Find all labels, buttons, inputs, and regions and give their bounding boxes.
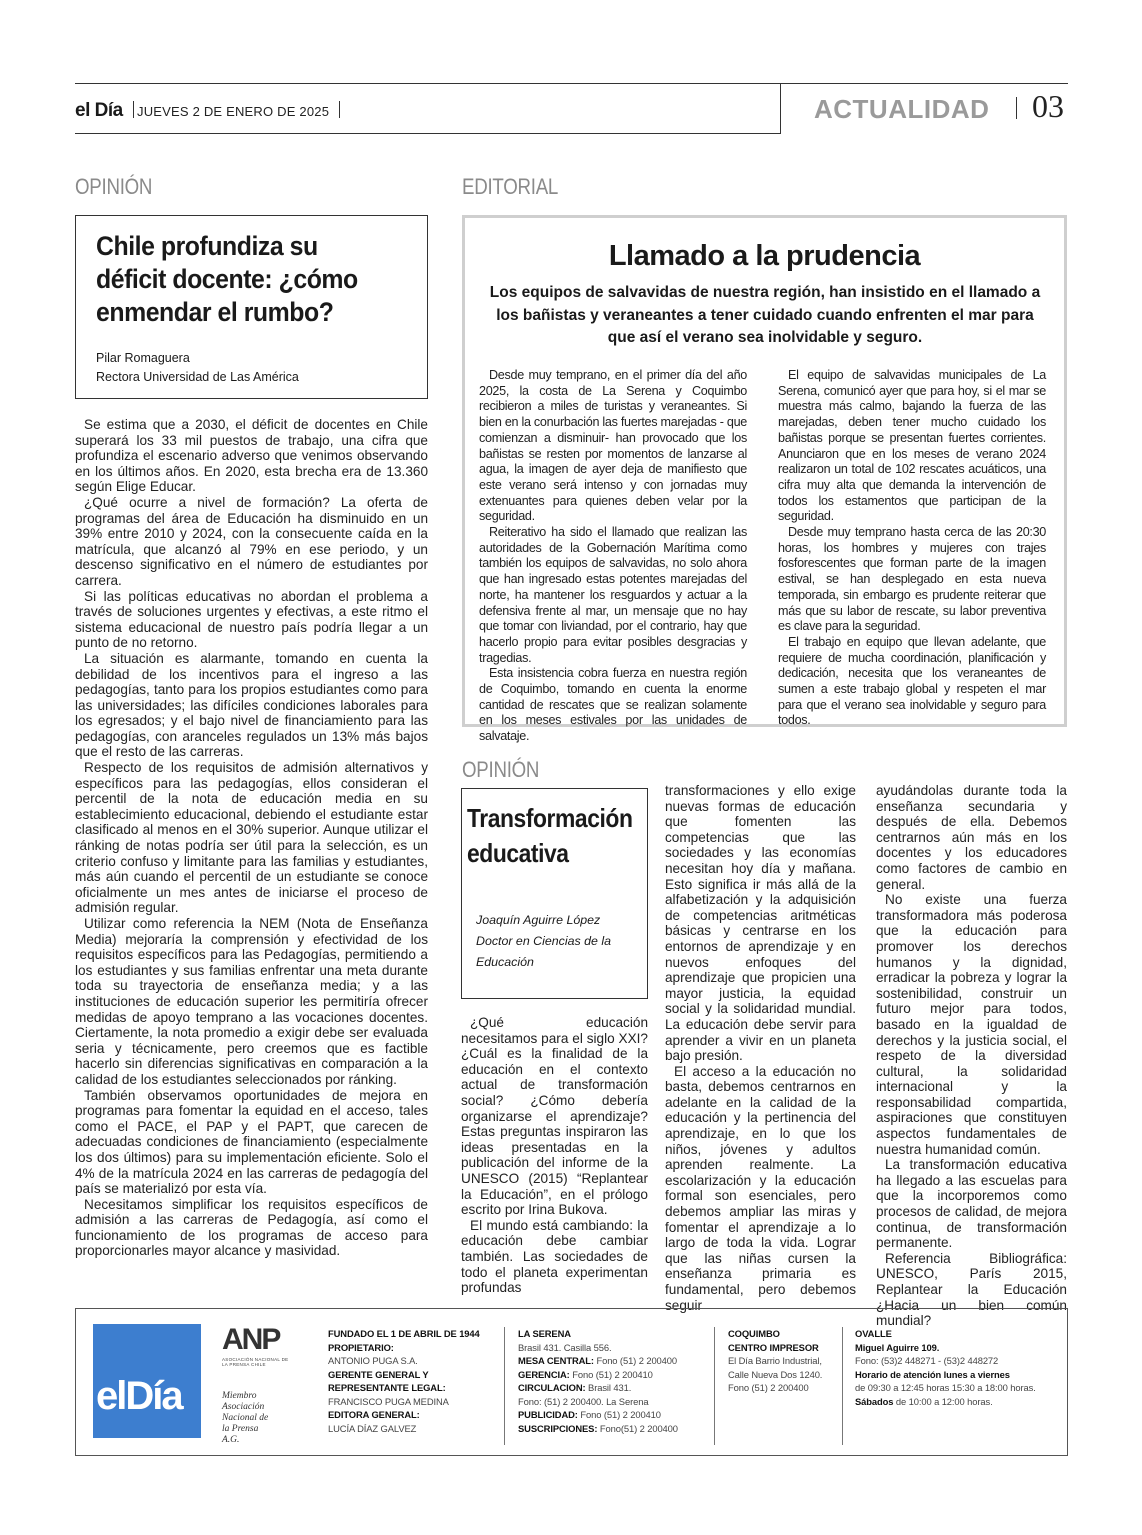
member-line: Asociación bbox=[222, 1402, 265, 1412]
opinion-headline-box bbox=[461, 788, 648, 999]
member-line: Miembro bbox=[222, 1391, 257, 1401]
contact-line: Brasil 431. Casilla 556. bbox=[518, 1341, 612, 1353]
editorial-box bbox=[462, 215, 1067, 744]
footer-divider bbox=[842, 1327, 843, 1445]
footer-la-serena: LA SERENA Brasil 431. Casilla 556. MESA CENTRAL: Fono (51) 2 200400 GERENCIA: Fono (51) 2 200410 CIRCULACION: Brasil 431. Fono: (51) 2 200400. La Serena PUBLICIDAD: Fono (51) 2 200410 SUSCRIPCIONES: Fono(51) 2 200400 bbox=[518, 1327, 708, 1435]
author-byline bbox=[476, 910, 611, 973]
title-line: Transformación bbox=[467, 803, 633, 833]
header-top-rule bbox=[75, 83, 1068, 84]
header-separator bbox=[780, 83, 781, 134]
paragraph: ¿Qué educación necesitamos para el siglo XXI? ¿Cuál es la finalidad de la educación en el contexto actual de transformación social? ¿Cómo debería organizarse el aprendizaje? Estas preguntas inspiraron las ideas presentadas en la publicación del informe de la UNESCO (2015) “Replantear la Educación”, en el prólogo escrito por Irina Bukova. bbox=[461, 1015, 648, 1218]
paragraph: El acceso a la educación no basta, debemos centrarnos en adelante en la calidad de la educación y la pertinencia del aprendizaje, en lo que los niños, jóvenes y adultos aprenden realmente. La escolarización y la educación formal son esenciales, pero debemos ampliar las miras y fomentar el aprendizaje a lo largo de toda la vida. Lograr que las niñas cursen la enseñanza primaria es fundamental, pero debemos seguir bbox=[665, 1063, 856, 1313]
article-title bbox=[467, 801, 633, 871]
newspaper-logo: elDía bbox=[93, 1324, 201, 1438]
opinion-label: OPINIÓN bbox=[462, 757, 540, 782]
member-line: A.G. bbox=[222, 1435, 240, 1445]
article-column bbox=[461, 1015, 648, 1296]
paragraph: El mundo está cambiando: la educación debe cambiar también. Las sociedades de todo el planeta experimentan profundas bbox=[461, 1217, 648, 1296]
paragraph: Respecto de los requisitos de admisión alternativos y específicos para las pedagogías, ellos consideran el percentil de la nota de educación media en su establecimiento educacional, debiendo el estudiante estar clasificado al menos en el 30% superior. Aunque utilizar el ránking de notas podría ser útil para la selección, es un criterio confuso y limitante para las familias y estudiantes, más aún cuando el percentil de un estudiante se conoce oficialmente un mes antes de iniciarse el proceso de admisión regular. bbox=[75, 760, 428, 916]
contact-line: MESA CENTRAL: Fono (51) 2 200400 bbox=[518, 1355, 678, 1366]
footer-coquimbo: COQUIMBO CENTRO IMPRESOR El Día Barrio Industrial, Calle Nueva Dos 1240. Fono (51) 2 200400 bbox=[728, 1327, 838, 1395]
footer-founding: FUNDADO EL 1 DE ABRIL DE 1944 PROPIETARIO: ANTONIO PUGA S.A. GERENTE GENERAL Y REPRESENTANTE LEGAL: FRANCISCO PUGA MEDINA EDITORA GENERAL: LUCÍA DÍAZ GALVEZ bbox=[328, 1328, 480, 1434]
title-line: educativa bbox=[467, 838, 569, 868]
article-title: Chile profundiza su déficit docente: ¿cómo enmendar el rumbo? bbox=[96, 231, 358, 327]
author-role: Rectora Universidad de Las América bbox=[96, 370, 299, 384]
masthead-footer bbox=[75, 1308, 1068, 1456]
header-bottom-rule bbox=[75, 133, 780, 134]
article-body bbox=[75, 417, 428, 1259]
paragraph: Se estima que a 2030, el déficit de docentes en Chile superará los 33 mil puestos de trabajo, una cifra que profundiza el escenario adverso que venimos observando en los últimos años. En 2020, esta brecha era de 13.360 según Elige Educar. bbox=[75, 417, 428, 495]
paragraph: Utilizar como referencia la NEM (Nota de Enseñanza Media) mejoraría la comprensión y efectividad de los requisitos específicos para las Pedagogías, permitiendo a los estudiantes y sus familias enfrentar una meta durante toda su trayectoria de enseñanza media; y a las instituciones de educación superior les permitiría ofrecer medidas de apoyo temprano a las vocaciones docentes. Ciertamente, la nota promedio a exigir debe ser evaluada seria y técnicamente, pero creemos que es factible hacerlo sin diferencias significativas en comparación a la calidad de los estudiantes seleccionados por ránking. bbox=[75, 916, 428, 1087]
author-byline bbox=[96, 349, 299, 387]
paragraph: transformaciones y ello exige nuevas formas de educación que fomenten las competencias que las sociedades y las economías necesitan hoy día y mañana. Esto significa ir más allá de la alfabetización y la adquisición de competencias aritméticas básicas y centrarse en los entornos de aprendizaje y en nuevos enfoques del aprendizaje que propicien una mayor justicia, la equidad social y la solidaridad mundial. La educación debe servir para aprender a vivir en un planeta bajo presión. bbox=[665, 783, 856, 1064]
editorial-column bbox=[479, 368, 747, 745]
paragraph: Reiterativo ha sido el llamado que realizan las autoridades de la Gobernación Marítima como también los equipos de salvavidas, no solo ahora que han ingresado estas potentes marejadas del norte, ha mantener los resguardos y actuar a la defensiva frente al mar, un mensaje que no hay que tomar con liviandad, por el contrario, hay que hacerlo propio para evitar posibles desgracias y tragedias. bbox=[479, 525, 747, 665]
paragraph: El equipo de salvavidas municipales de La Serena, comunicó ayer que para hoy, si el mar se muestra más calmo, bajando la fuerza de las marejadas, deben tener mucho cuidado los bañistas porque se presentan fuertes corrientes. Anunciaron que en los meses de verano 2024 realizaron un total de 102 rescates acuáticos, una cifra muy alta que demanda la intervención de todos los estamentos que participan de la seguridad. bbox=[778, 368, 1046, 524]
member-note bbox=[222, 1391, 292, 1446]
paragraph: La situación es alarmante, tomando en cuenta la debilidad de los incentivos para el ingreso a las pedagogías, tanto para los propios estudiantes como para las universidades; las difíciles condiciones laborales para los egresados; y el bajo nivel de financiamiento para las pedagogías, con aranceles regulados un 13% más bajos que el resto de las carreras. bbox=[75, 650, 428, 760]
anp-mark: ANP bbox=[222, 1323, 280, 1356]
page-number: 03 bbox=[1032, 88, 1064, 124]
editorial-column bbox=[778, 368, 1046, 729]
anp-name: ASOCIACIÓN NACIONAL DE LA PRENSA CHILE bbox=[222, 1357, 289, 1367]
paragraph: ¿Qué ocurre a nivel de formación? La oferta de programas del área de Educación ha disminuido en un 39% entre 2010 y 2024, con la consecuente caída en la matrícula, que alcanzó al 79% en ese periodo, y un descenso significativo en el número de estudiantes por carrera. bbox=[75, 494, 428, 588]
author-role: Educación bbox=[476, 955, 534, 969]
contact-line: PUBLICIDAD: Fono (51) 2 200410 bbox=[518, 1409, 661, 1420]
newspaper-logo: el Día bbox=[75, 100, 123, 121]
article-column bbox=[665, 783, 856, 1313]
paragraph: Referencia Bibliográfica: UNESCO, París 2015, Replantear la Educación ¿Hacia un bien común mundial? bbox=[876, 1250, 1067, 1329]
footer-divider bbox=[714, 1327, 715, 1445]
opinion-label: OPINIÓN bbox=[75, 174, 153, 199]
footer-divider bbox=[504, 1327, 505, 1445]
contact-line: Calle Nueva Dos 1240. bbox=[728, 1368, 823, 1380]
contact-line: Fono: (51) 2 200400. La Serena bbox=[518, 1395, 649, 1407]
paragraph: No existe una fuerza transformadora más poderosa que la educación para promover los derechos humanos y la dignidad, erradicar la pobreza y lograr la sostenibilidad, construir un futuro mejor para todos, basado en la igualdad de derechos y la justicia social, el respeto de la diversidad cultural, la solidaridad internacional y la responsabilidad compartida, aspiraciones que constituyen aspectos fundamentales de nuestra humanidad común. bbox=[876, 892, 1067, 1157]
member-line: Nacional de bbox=[222, 1413, 269, 1423]
author-role: Doctor en Ciencias de la bbox=[476, 934, 611, 948]
anp-logo bbox=[222, 1323, 292, 1446]
paragraph: Si las políticas educativas no abordan el problema a través de soluciones urgentes y efectivas, a este ritmo el sistema educacional de nuestro país podría llegar a un punto de no retorno. bbox=[75, 588, 428, 651]
author-name: Joaquín Aguirre López bbox=[476, 913, 601, 927]
header-pipe bbox=[1016, 97, 1017, 119]
contact-line: GERENCIA: Fono (51) 2 200410 bbox=[518, 1368, 653, 1380]
editorial-title: Llamado a la prudencia bbox=[608, 240, 921, 272]
header-pipe bbox=[133, 101, 134, 118]
section-name: ACTUALIDAD bbox=[814, 94, 990, 124]
paragraph: También observamos oportunidades de mejora en programas para fomentar la equidad en el acceso, tales como el PACE, el PAP y el PAPT, que carecen de adecuadas condiciones de financiamiento (especialmente los dos últimos) para su implementación eficiente. Solo el 4% de la matrícula 2024 en las carreras de pedagogía del país se materializó por esta vía. bbox=[75, 1087, 428, 1197]
member-line: la Prensa bbox=[222, 1424, 259, 1434]
paragraph: Necesitamos simplificar los requisitos específicos de admisión a las carreras de Pedagogía, así como el funcionamiento de los programas de acceso para proporcionarles mayor alcance y masividad. bbox=[75, 1196, 428, 1259]
contact-line: SUSCRIPCIONES: Fono(51) 2 200400 bbox=[518, 1422, 678, 1434]
paragraph: Esta insistencia cobra fuerza en nuestra región de Coquimbo, tomando en cuenta la enorme cantidad de rescates que se realizan solamente en los meses estivales por las unidades de salvataje. bbox=[479, 666, 747, 744]
paragraph: La transformación educativa ha llegado a las escuelas para que la incorporemos como procesos de calidad, de mejora continua, de transformación permanente. bbox=[876, 1157, 1067, 1251]
header-pipe bbox=[339, 101, 340, 118]
author-name: Pilar Romaguera bbox=[96, 351, 190, 365]
contact-line: Fono (51) 2 200400 bbox=[728, 1382, 809, 1393]
paragraph: Desde muy temprano, en el primer día del año 2025, la costa de La Serena y Coquimbo recibieron a miles de turistas y veraneantes. Si bien en la conurbación las fuertes marejadas - que comienzan a disminuir- han provocado que los bañistas se resten por momentos de lanzarse al agua, la imagen de ayer deja de manifiesto que este verano será intenso y con jornadas muy extenuantes para quienes deben velar por la seguridad. bbox=[479, 368, 747, 524]
footer-ovalle: OVALLE Miguel Aguirre 109. Fono: (53)2 448271 - (53)2 448272 Horario de atención lunes a viernes de 09:30 a 12:45 horas 15:30 a 18:00 horas. Sábados de 10:00 a 12:00 horas. bbox=[855, 1328, 1036, 1407]
paragraph: El trabajo en equipo que llevan adelante, que requiere de mucha coordinación, planificación y dedicación, necesita que los veraneantes de sumen a este trabajo global y respeten el mar para que el verano sea inolvidable y seguro para todos. bbox=[778, 634, 1046, 728]
article-column bbox=[876, 783, 1067, 1329]
opinion-headline-box bbox=[75, 215, 428, 399]
paragraph: Desde muy temprano hasta cerca de las 20:30 horas, los hombres y mujeres con trajes fosforescentes que forman parte de la imagen estival, se han desplegado en esta nueva temporada, sin embargo es prudente reiterar que más que su labor de rescate, su labor preventiva es clave para la seguridad. bbox=[778, 525, 1046, 634]
contact-line: CIRCULACION: Brasil 431. bbox=[518, 1382, 632, 1393]
editorial-label: EDITORIAL bbox=[462, 174, 559, 199]
paragraph: ayudándolas durante toda la enseñanza secundaria y después de ella. Debemos centrarnos aún más en los docentes y los educadores como factores de cambio en general. bbox=[876, 783, 1067, 892]
editorial-subtitle: Los equipos de salvavidas de nuestra región, han insistido en el llamado a los bañistas y veraneantes a tener cuidado cuando enfrenten el mar para que así el verano sea inolvidable y seguro. bbox=[489, 284, 1041, 346]
contact-line: El Día Barrio Industrial, bbox=[728, 1355, 822, 1366]
issue-date: JUEVES 2 DE ENERO DE 2025 bbox=[137, 104, 330, 119]
